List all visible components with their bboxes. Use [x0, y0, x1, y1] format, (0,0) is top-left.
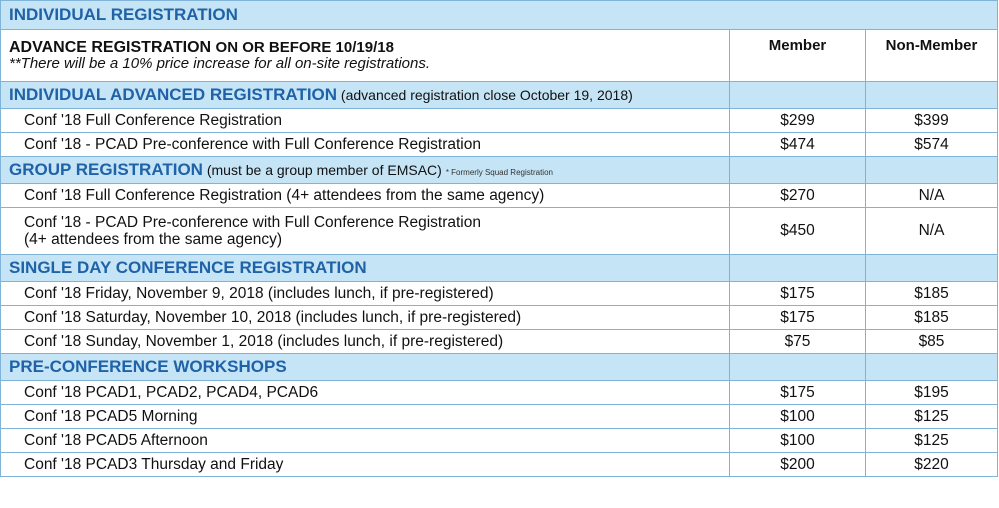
table-row	[1, 381, 998, 405]
row-label: Conf '18 PCAD5 Afternoon	[1, 429, 730, 453]
empty-cell	[866, 354, 998, 381]
section-note: (advanced registration close October 19, 2018)	[337, 87, 633, 103]
non-member-price: N/A	[866, 184, 998, 208]
table-row	[1, 453, 998, 477]
section-title: INDIVIDUAL ADVANCED REGISTRATION	[9, 85, 338, 104]
member-price: $200	[730, 453, 866, 477]
member-price: $75	[730, 330, 866, 354]
row-label: Conf '18 Saturday, November 10, 2018 (includes lunch, if pre-registered)	[1, 306, 730, 330]
section-footnote: * Formerly Squad Registration	[445, 168, 553, 177]
member-price: $100	[730, 405, 866, 429]
empty-cell	[730, 157, 866, 184]
non-member-price: $185	[866, 306, 998, 330]
row-label: Conf '18 Full Conference Registration (4+ attendees from the same agency)	[1, 184, 730, 208]
table-row	[1, 208, 998, 255]
member-price: $270	[730, 184, 866, 208]
row-label: Conf '18 PCAD5 Morning	[1, 405, 730, 429]
table-row	[1, 184, 998, 208]
section-title: PRE-CONFERENCE WORKSHOPS	[9, 357, 287, 376]
section-title-cell	[1, 157, 730, 184]
row-label: Conf '18 PCAD1, PCAD2, PCAD4, PCAD6	[1, 381, 730, 405]
non-member-price: $125	[866, 429, 998, 453]
member-price: $450	[730, 208, 866, 255]
empty-cell	[866, 157, 998, 184]
row-label-line2: (4+ attendees from the same agency)	[24, 231, 283, 248]
section-title-cell	[1, 255, 730, 282]
member-price: $100	[730, 429, 866, 453]
advance-header-row	[1, 30, 998, 82]
section-title-cell	[1, 82, 730, 109]
table-title-row	[1, 1, 998, 30]
row-label-line1: Conf '18 - PCAD Pre-conference with Full Conference Registration	[24, 214, 481, 231]
empty-cell	[866, 82, 998, 109]
empty-cell	[866, 255, 998, 282]
non-member-price: $185	[866, 282, 998, 306]
non-member-price: $399	[866, 109, 998, 133]
member-price: $474	[730, 133, 866, 157]
row-label	[1, 208, 730, 255]
member-price: $175	[730, 282, 866, 306]
table-row	[1, 330, 998, 354]
row-label: Conf '18 Friday, November 9, 2018 (includes lunch, if pre-registered)	[1, 282, 730, 306]
non-member-column-header: Non-Member	[866, 30, 998, 82]
advance-heading-main: ADVANCE REGISTRATION	[9, 39, 216, 56]
non-member-price: $195	[866, 381, 998, 405]
table-row	[1, 405, 998, 429]
non-member-price: $574	[866, 133, 998, 157]
member-price: $175	[730, 306, 866, 330]
non-member-price: $125	[866, 405, 998, 429]
table-row	[1, 429, 998, 453]
table-row	[1, 282, 998, 306]
row-label: Conf '18 - PCAD Pre-conference with Full Conference Registration	[1, 133, 730, 157]
empty-cell	[730, 354, 866, 381]
advance-heading	[1, 39, 729, 56]
section-header-individual	[1, 82, 998, 109]
empty-cell	[730, 82, 866, 109]
member-price: $299	[730, 109, 866, 133]
table-title: INDIVIDUAL REGISTRATION	[1, 1, 998, 30]
advance-heading-date: ON OR BEFORE 10/19/18	[215, 39, 394, 56]
table-row	[1, 306, 998, 330]
section-title-cell	[1, 354, 730, 381]
section-header-single-day	[1, 255, 998, 282]
non-member-price: N/A	[866, 208, 998, 255]
section-header-group	[1, 157, 998, 184]
onsite-increase-note: **There will be a 10% price increase for all on-site registrations.	[9, 55, 431, 72]
section-note: (must be a group member of EMSAC)	[202, 162, 442, 178]
advance-info-cell	[1, 30, 730, 82]
empty-cell	[730, 255, 866, 282]
table-row	[1, 133, 998, 157]
section-header-workshops	[1, 354, 998, 381]
non-member-price: $220	[866, 453, 998, 477]
row-label: Conf '18 Full Conference Registration	[1, 109, 730, 133]
row-label: Conf '18 PCAD3 Thursday and Friday	[1, 453, 730, 477]
section-title: SINGLE DAY CONFERENCE REGISTRATION	[9, 258, 367, 277]
row-label: Conf '18 Sunday, November 1, 2018 (includes lunch, if pre-registered)	[1, 330, 730, 354]
member-column-header: Member	[730, 30, 866, 82]
section-title: GROUP REGISTRATION	[9, 160, 203, 179]
non-member-price: $85	[866, 330, 998, 354]
member-price: $175	[730, 381, 866, 405]
table-row	[1, 109, 998, 133]
